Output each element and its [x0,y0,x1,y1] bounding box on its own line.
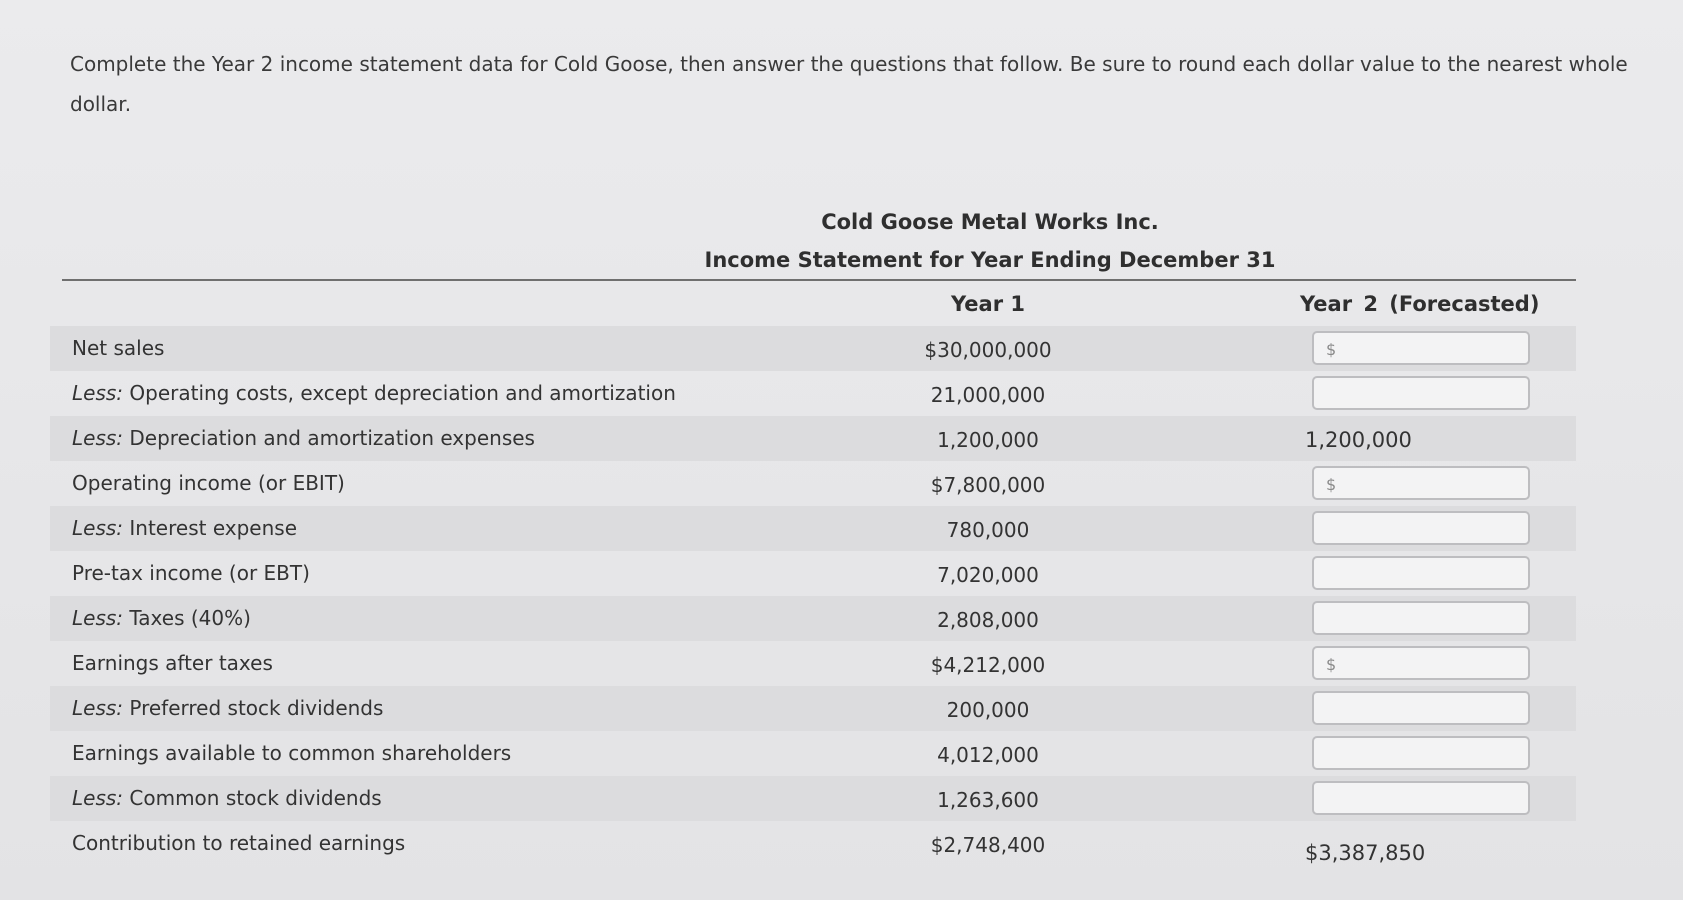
year1-value: 1,263,600 [937,788,1039,812]
row-label: Contribution to retained earnings [72,831,406,855]
row-label: Less: Interest expense [72,516,298,540]
row-retained-earnings [50,821,1576,866]
row-earnings-after-taxes [50,641,1576,686]
year1-value: $2,748,400 [930,833,1046,857]
year2-earnings-after-taxes-input[interactable] [1312,646,1530,680]
year1-value: 780,000 [946,518,1030,542]
row-label: Earnings available to common shareholders [72,741,512,765]
year2-interest-expense-input[interactable] [1312,511,1530,545]
year1-value: $4,212,000 [930,653,1046,677]
year1-value: 200,000 [946,698,1030,722]
dollar-sign: $ [1326,340,1337,359]
column-header-year2: Year 2 (Forecasted) [1300,292,1540,316]
dollar-sign: $ [1326,475,1337,494]
row-preferred-dividends [50,686,1576,731]
dollar-sign: $ [1326,655,1337,674]
year2-ebit-input[interactable] [1312,466,1530,500]
row-interest-expense [50,506,1576,551]
row-earnings-available-common [50,731,1576,776]
year1-value: 21,000,000 [930,383,1046,407]
year2-value: $3,387,850 [1305,841,1426,865]
row-depreciation [50,416,1576,461]
instructions-text: Complete the Year 2 income statement data for Cold Goose, then answer the questions that follow. Be sure to round each dollar value to the nearest whole dollar. [70,52,1628,116]
year2-preferred-dividends-input[interactable] [1312,691,1530,725]
row-label: Less: Preferred stock dividends [72,696,384,720]
row-label: Less: Common stock dividends [72,786,382,810]
row-label: Earnings after taxes [72,651,273,675]
row-common-dividends [50,776,1576,821]
row-operating-costs [50,371,1576,416]
year2-net-sales-input[interactable] [1312,331,1530,365]
company-name: Cold Goose Metal Works Inc. [821,210,1159,234]
row-label: Less: Depreciation and amortization expenses [72,426,535,450]
column-header-year1: Year 1 [951,292,1025,316]
year2-operating-costs-input[interactable] [1312,376,1530,410]
statement-title: Income Statement for Year Ending December 31 [704,248,1276,272]
year2-value: 1,200,000 [1305,428,1412,452]
row-label: Operating income (or EBIT) [72,471,345,495]
header-divider [62,279,1576,281]
row-ebt [50,551,1576,596]
row-label: Less: Taxes (40%) [72,606,251,630]
year2-taxes-input[interactable] [1312,601,1530,635]
row-net-sales [50,326,1576,371]
year1-value: 4,012,000 [937,743,1039,767]
row-label: Net sales [72,336,165,360]
year1-value: 2,808,000 [937,608,1039,632]
year1-value: $30,000,000 [924,338,1052,362]
row-ebit [50,461,1576,506]
year1-value: 7,020,000 [937,563,1039,587]
year2-common-dividends-input[interactable] [1312,781,1530,815]
year1-value: 1,200,000 [937,428,1039,452]
row-label: Pre-tax income (or EBT) [72,561,310,585]
row-label: Less: Operating costs, except depreciation and amortization [72,381,676,405]
year2-earnings-available-common-input[interactable] [1312,736,1530,770]
year2-ebt-input[interactable] [1312,556,1530,590]
row-taxes [50,596,1576,641]
year1-value: $7,800,000 [930,473,1046,497]
